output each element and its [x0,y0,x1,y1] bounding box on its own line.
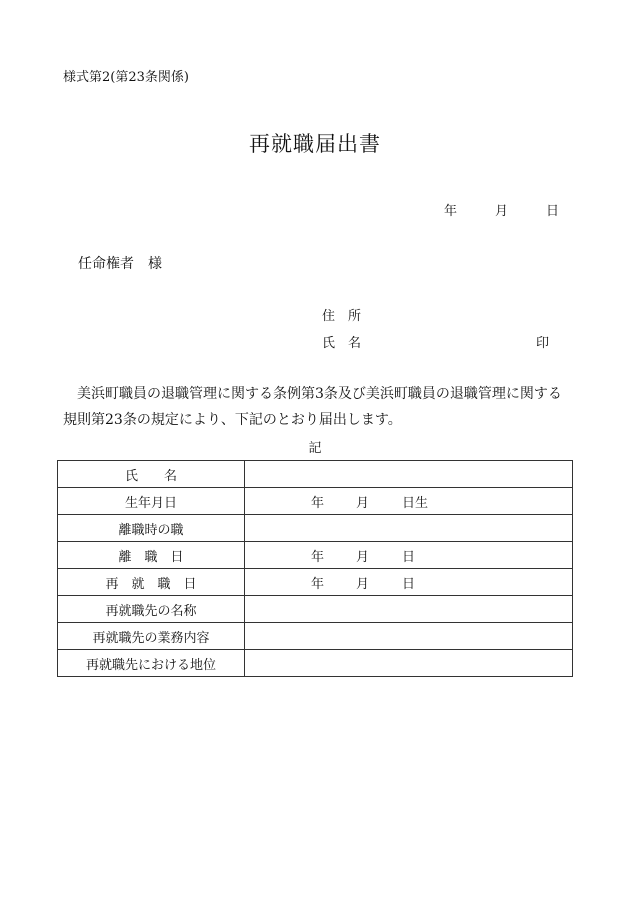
body-text: 美浜町職員の退職管理に関する条例第3条及び美浜町職員の退職管理に関する規則第23条の規定により、下記のとおり届出します。 [63,386,562,428]
date-day: 日 [546,204,560,219]
name-value [245,461,573,488]
row-label: 生年月日 [58,488,245,515]
re-employment-date-value [245,569,573,596]
month-label: 月 [356,549,370,565]
submission-date [444,200,559,219]
table-row-position-at-employer [58,650,573,677]
seal-mark: 印 [536,336,550,351]
table-row-re-employment-date [58,569,573,596]
business-description-value [245,623,573,650]
month-label: 月 [356,495,370,511]
table-row-employer-name [58,596,573,623]
day-label: 日 [402,576,416,592]
row-label: 再就職先における地位 [58,650,245,677]
addressee-honorific: 様 [148,256,162,272]
addressee [78,253,162,273]
employer-name-value [245,596,573,623]
retirement-date-value [245,542,573,569]
day-label: 日 [402,549,416,565]
row-label: 氏 名 [58,461,245,488]
row-label: 再就職先の業務内容 [58,623,245,650]
date-year: 年 [444,204,458,219]
table-row-business-description [58,623,573,650]
year-label: 年 [311,495,325,511]
re-employment-info-table [57,460,573,677]
position-value [245,515,573,542]
record-heading: 記 [308,441,322,456]
form-number: 様式第2(第23条関係) [63,70,189,85]
table-row-position-at-retirement [58,515,573,542]
position-at-employer-value [245,650,573,677]
year-label: 年 [311,576,325,592]
date-month: 月 [495,204,509,219]
applicant-name-label: 氏 名 [322,336,362,351]
birthdate-value [245,488,573,515]
document-title: 再就職届出書 [249,132,381,156]
row-label: 再 就 職 日 [58,569,245,596]
address-label: 住 所 [322,309,362,324]
row-label: 離職時の職 [58,515,245,542]
row-label: 離 職 日 [58,542,245,569]
addressee-name: 任命権者 [78,256,134,272]
table-row-retirement-date [58,542,573,569]
year-label: 年 [311,549,325,565]
day-label: 日生 [402,495,429,511]
row-label: 再就職先の名称 [58,596,245,623]
table-row-name [58,461,573,488]
table-row-birthdate [58,488,573,515]
month-label: 月 [356,576,370,592]
